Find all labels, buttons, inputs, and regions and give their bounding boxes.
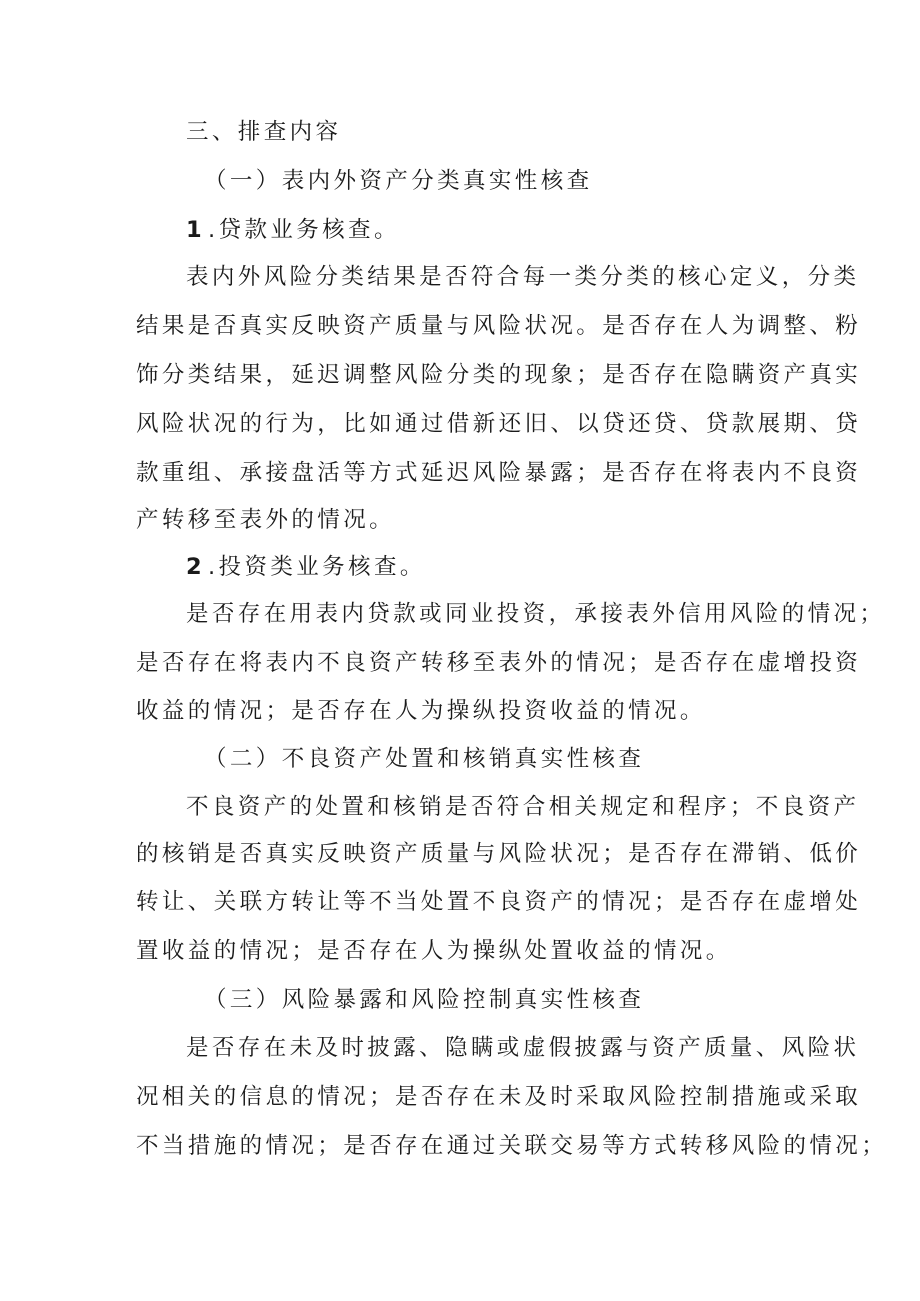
paragraph-line: 况相关的信息的情况；是否存在未及时采取风险控制措施或采取	[136, 1084, 862, 1110]
item-number-2: 2	[186, 554, 206, 580]
paragraph-line: 饰分类结果，延迟调整风险分类的现象；是否存在隐瞒资产真实	[136, 362, 862, 388]
item-number-1: 1	[186, 217, 206, 243]
item-title-1: .贷款业务核查。	[208, 217, 400, 243]
paragraph-line: 的核销是否真实反映资产质量与风险状况；是否存在滞销、低价	[136, 841, 862, 867]
item-title-2: .投资类业务核查。	[208, 554, 426, 580]
paragraph-line: 是否存在用表内贷款或同业投资，承接表外信用风险的情况；	[186, 601, 886, 627]
subsection-heading-1: （一）表内外资产分类真实性核查	[204, 168, 593, 194]
paragraph-line: 置收益的情况；是否存在人为操纵处置收益的情况。	[136, 938, 732, 964]
paragraph-line: 是否存在未及时披露、隐瞒或虚假披露与资产质量、风险状	[186, 1035, 860, 1061]
paragraph-line: 不良资产的处置和核销是否符合相关规定和程序；不良资产	[186, 794, 860, 820]
paragraph-line: 表内外风险分类结果是否符合每一类分类的核心定义，分类	[186, 264, 860, 290]
paragraph-line: 收益的情况；是否存在人为操纵投资收益的情况。	[136, 698, 706, 724]
paragraph-line: 款重组、承接盘活等方式延迟风险暴露；是否存在将表内不良资	[136, 460, 862, 486]
paragraph-line: 转让、关联方转让等不当处置不良资产的情况；是否存在虚增处	[136, 889, 862, 915]
subsection-heading-2: （二）不良资产处置和核销真实性核查	[204, 746, 645, 772]
paragraph-line: 产转移至表外的情况。	[136, 507, 396, 533]
item-heading-1	[186, 219, 400, 242]
paragraph-line: 不当措施的情况；是否存在通过关联交易等方式转移风险的情况；	[136, 1133, 888, 1159]
paragraph-line: 风险状况的行为，比如通过借新还旧、以贷还贷、贷款展期、贷	[136, 411, 862, 437]
paragraph-line: 是否存在将表内不良资产转移至表外的情况；是否存在虚增投资	[136, 650, 862, 676]
paragraph-line: 结果是否真实反映资产质量与风险状况。是否存在人为调整、粉	[136, 313, 862, 339]
item-heading-2	[186, 556, 426, 579]
section-heading: 三、排查内容	[186, 119, 342, 145]
subsection-heading-3: （三）风险暴露和风险控制真实性核查	[204, 987, 645, 1013]
